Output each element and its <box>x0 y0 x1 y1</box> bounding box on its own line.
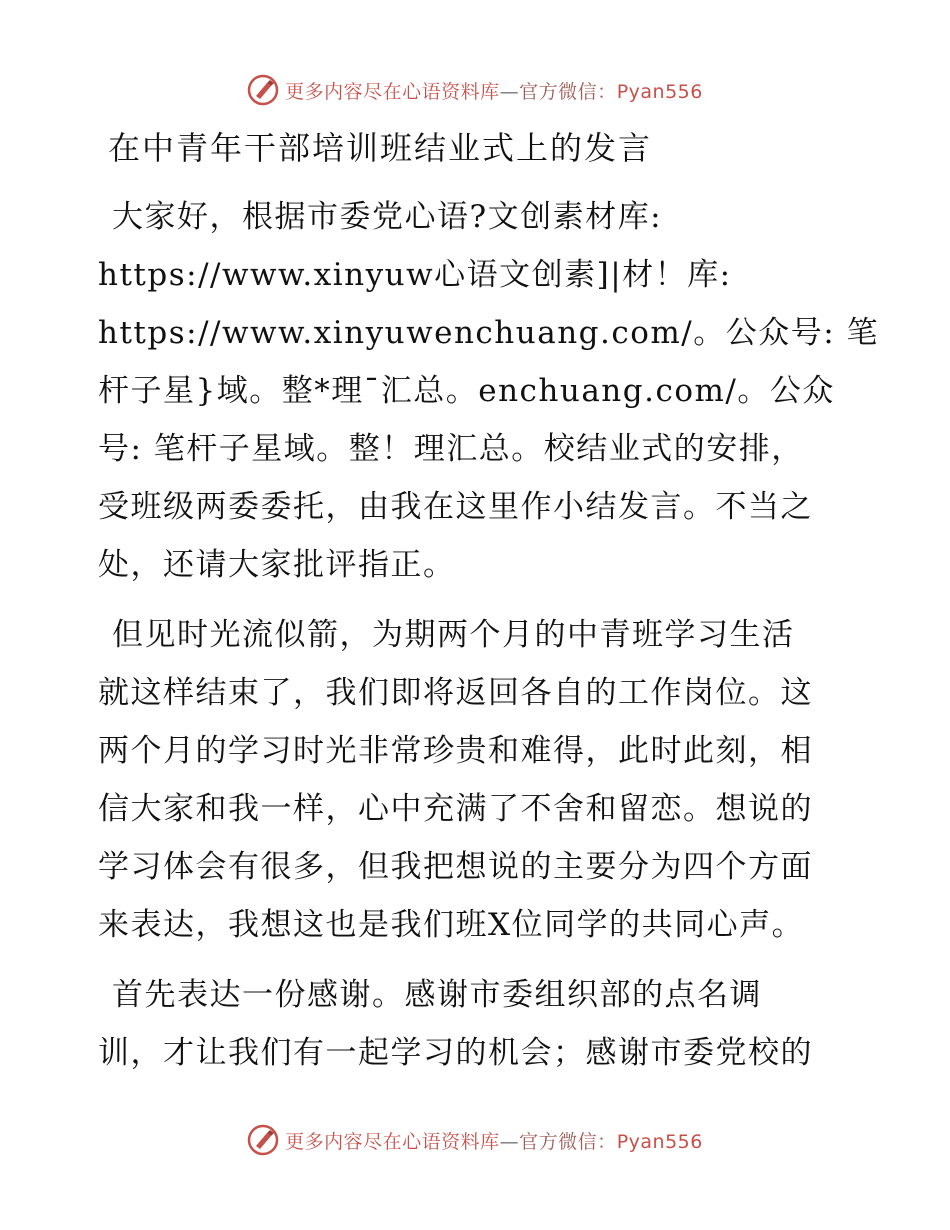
banner-wechat-id: Pyan556 <box>616 80 703 103</box>
paragraph-line: https://www.xinyuwenchuang.com/。公众号: 笔 <box>98 315 880 351</box>
document-title: 在中青年干部培训班结业式上的发言 <box>108 129 653 167</box>
banner-separator: — <box>499 80 520 103</box>
paragraph-line: 信大家和我一样，心中充满了不舍和留恋。想说的 <box>98 791 813 827</box>
paragraph-line: 来表达，我想这也是我们班X位同学的共同心声。 <box>98 907 805 943</box>
brand-logo-icon <box>247 1124 279 1156</box>
paragraph-line: 两个月的学习时光非常珍贵和难得，此时此刻，相 <box>98 733 813 769</box>
banner-wechat-id: Pyan556 <box>616 1130 703 1153</box>
banner-brand-text: 更多内容尽在心语资料库 <box>285 80 500 103</box>
paragraph-2 <box>98 606 850 954</box>
paragraph-line: 杆子星}域。整*理¯汇总。enchuang.com/。公众 <box>98 373 835 409</box>
header-banner <box>0 70 950 110</box>
paragraph-line: 但见时光流似箭，为期两个月的中青班学习生活 <box>112 617 795 653</box>
banner-official-label: 官方微信： <box>519 1130 617 1153</box>
paragraph-line: 训，才让我们有一起学习的机会；感谢市委党校的 <box>98 1035 813 1071</box>
banner-text <box>285 77 703 104</box>
paragraph-line: 首先表达一份感谢。感谢市委组织部的点名调 <box>112 977 762 1013</box>
banner-separator: — <box>499 1130 520 1153</box>
banner-text <box>285 1127 703 1154</box>
brand-logo-icon <box>247 74 279 106</box>
banner-official-label: 官方微信： <box>519 80 617 103</box>
paragraph-line: 学习体会有很多，但我把想说的主要分为四个方面 <box>98 849 813 885</box>
paragraph-1 <box>98 188 880 594</box>
banner-brand-text: 更多内容尽在心语资料库 <box>285 1130 500 1153</box>
paragraph-3 <box>98 966 850 1082</box>
paragraph-line: 处，还请大家批评指正。 <box>98 547 456 583</box>
paragraph-line: https://www.xinyuw心语文创素]|材！库: <box>98 257 732 293</box>
paragraph-line: 大家好，根据市委党心语?文创素材库: <box>112 199 663 235</box>
document-body <box>98 120 880 1082</box>
footer-banner <box>0 1120 950 1160</box>
paragraph-line: 就这样结束了，我们即将返回各自的工作岗位。这 <box>98 675 813 711</box>
paragraph-line: 号: 笔杆子星域。整！理汇总。校结业式的安排， <box>98 431 804 467</box>
paragraph-line: 受班级两委委托，由我在这里作小结发言。不当之 <box>98 489 813 525</box>
